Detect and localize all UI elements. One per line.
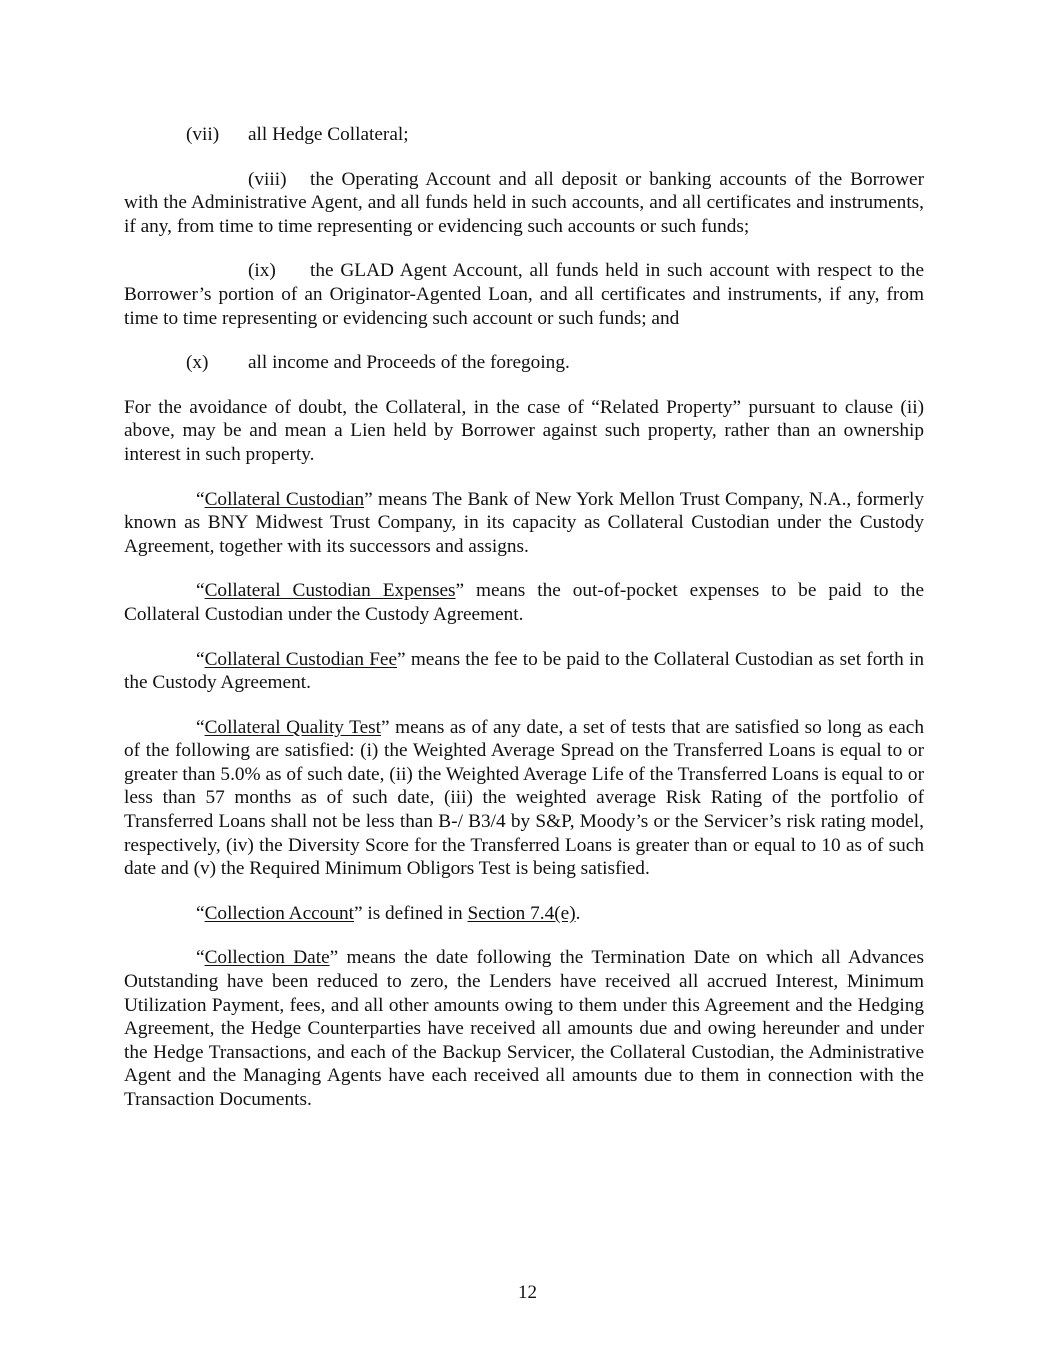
clause-x <box>124 351 924 375</box>
defined-term: Collateral Custodian <box>204 488 365 510</box>
definition-collateral-quality-test: “Collateral Quality Test” means as of any date, a set of tests that are satisfied so long as each of the following are satisfied: (i) the Weighted Average Spread on the Transferred Loans is equal to or greater than 5.0% as of such date, (ii) the Weighted Average Life of the Transferred Loans is equal to or less than 57 months as of such date, (iii) the weighted average Risk Rating of the portfolio of Transferred Loans shall not be less than B-/ B3/4 by S&P, Moody’s or the Servicer’s risk rating model, respectively, (iv) the Diversity Score for the Transferred Loans is greater than or equal to 10 as of such date and (v) the Required Minimum Obligors Test is being satisfied. <box>124 716 925 880</box>
definition-collection-date: “Collection Date” means the date following the Termination Date on which all Advances Outstanding have been reduced to zero, the Lenders have received all accrued Interest, Minimum Utilization Payment, fees, and all other amounts owing to them under this Agreement and the Hedging Agreement, the Hedge Counterparties have received all amounts due and owing hereunder and under the Hedge Transactions, and each of the Backup Servicer, the Collateral Custodian, the Administrative Agent and the Managing Agents have each received all amounts due to them in connection with the Transaction Documents. <box>124 947 924 1110</box>
clause-text: the Operating Account and all deposit or banking accounts of the Borrower with the Administrative Agent, and all funds held in such accounts, and all certificates and instruments, if any, from time to time representing or evidencing such accounts or such funds; <box>124 168 924 237</box>
definition-body: ” means as of any date, a set of tests that are satisfied so long as each of the following are satisfied: (i) the Weighted Average Spread on the Transferred Loans is equal to or greater than 5.0% as of such date, (ii) the Weighted Average Life of the Transferred Loans is equal to or less than 57 months as of such date, (iii) the weighted average Risk Rating of the portfolio of Transferred Loans shall not be less than B-/ B3/4 by S&P, Moody’s or the Servicer’s risk rating model, respectively, (iv) the Diversity Score for the Transferred Loans is greater than or equal to 10 as of such date and (v) the Required Minimum Obligors Test is being satisfied. <box>124 716 925 880</box>
definition-collateral-custodian-expenses: “Collateral Custodian Expenses” means the out-of-pocket expenses to be paid to the Collateral Custodian under the Custody Agreement. <box>124 580 924 625</box>
clause-viii <box>124 168 924 239</box>
clause-number: (x) <box>186 352 209 374</box>
clause-ix <box>124 259 924 330</box>
defined-term: Collateral Custodian Expenses <box>204 580 456 602</box>
clause-text: all income and Proceeds of the foregoing. <box>248 352 570 374</box>
definition-body: ” means the out-of-pocket expenses to be paid to the Collateral Custodian under the Custody Agreement. <box>124 580 924 625</box>
defined-term: Collateral Custodian Fee <box>204 648 398 670</box>
clause-vii <box>124 123 924 147</box>
clause-number: (vii) <box>186 124 220 145</box>
definition-collateral-custodian-fee: “Collateral Custodian Fee” means the fee to be paid to the Collateral Custodian as set forth in the Custody Agreement. <box>124 648 924 694</box>
defined-term: Collateral Quality Test <box>204 716 381 738</box>
definition-body: ” means the fee to be paid to the Collateral Custodian as set forth in the Custody Agreement. <box>124 648 924 694</box>
avoidance-of-doubt-paragraph: For the avoidance of doubt, the Collateral, in the case of “Related Property” pursuant to clause (ii) above, may be and mean a Lien held by Borrower against such property, rather than an ownership interest in such property. <box>124 396 924 465</box>
definition-body: ” means the date following the Termination Date on which all Advances Outstanding have been reduced to zero, the Lenders have received all accrued Interest, Minimum Utilization Payment, fees, and all other amounts owing to them under this Agreement and the Hedging Agreement, the Hedge Counterparties have received all amounts due and owing hereunder and under the Hedge Transactions, and each of the Backup Servicer, the Collateral Custodian, the Administrative Agent and the Managing Agents have each received all amounts due to them in connection with the Transaction Documents. <box>124 947 924 1110</box>
definition-body: ” means The Bank of New York Mellon Trust Company, N.A., formerly known as BNY Midwest Trust Company, in its capacity as Collateral Custodian under the Custody Agreement, together with its successors and assigns. <box>124 488 925 557</box>
defined-term: Collection Account <box>204 902 354 924</box>
defined-term: Collection Date <box>204 947 330 969</box>
section-reference-link[interactable]: Section 7.4(e) <box>467 902 576 924</box>
clause-number: (ix) <box>248 260 276 282</box>
definition-body: ” is defined in <box>353 902 468 924</box>
definition-collateral-custodian: “Collateral Custodian” means The Bank of New York Mellon Trust Company, N.A., formerly known as BNY Midwest Trust Company, in its capacity as Collateral Custodian under the Custody Agreement, together with its successors and assigns. <box>124 488 925 557</box>
definition-collection-account: “Collection Account” is defined in Section 7.4(e). <box>196 902 581 924</box>
clause-text: all Hedge Collateral; <box>248 124 409 145</box>
clause-number: (viii) <box>248 168 287 190</box>
document-page <box>124 123 924 1133</box>
clause-text: the GLAD Agent Account, all funds held in such account with respect to the Borrower’s portion of an Originator-Agented Loan, and all certificates and instruments, if any, from time to time representing or evidencing such account or such funds; and <box>124 260 924 329</box>
page-number: 12 <box>518 1282 537 1303</box>
